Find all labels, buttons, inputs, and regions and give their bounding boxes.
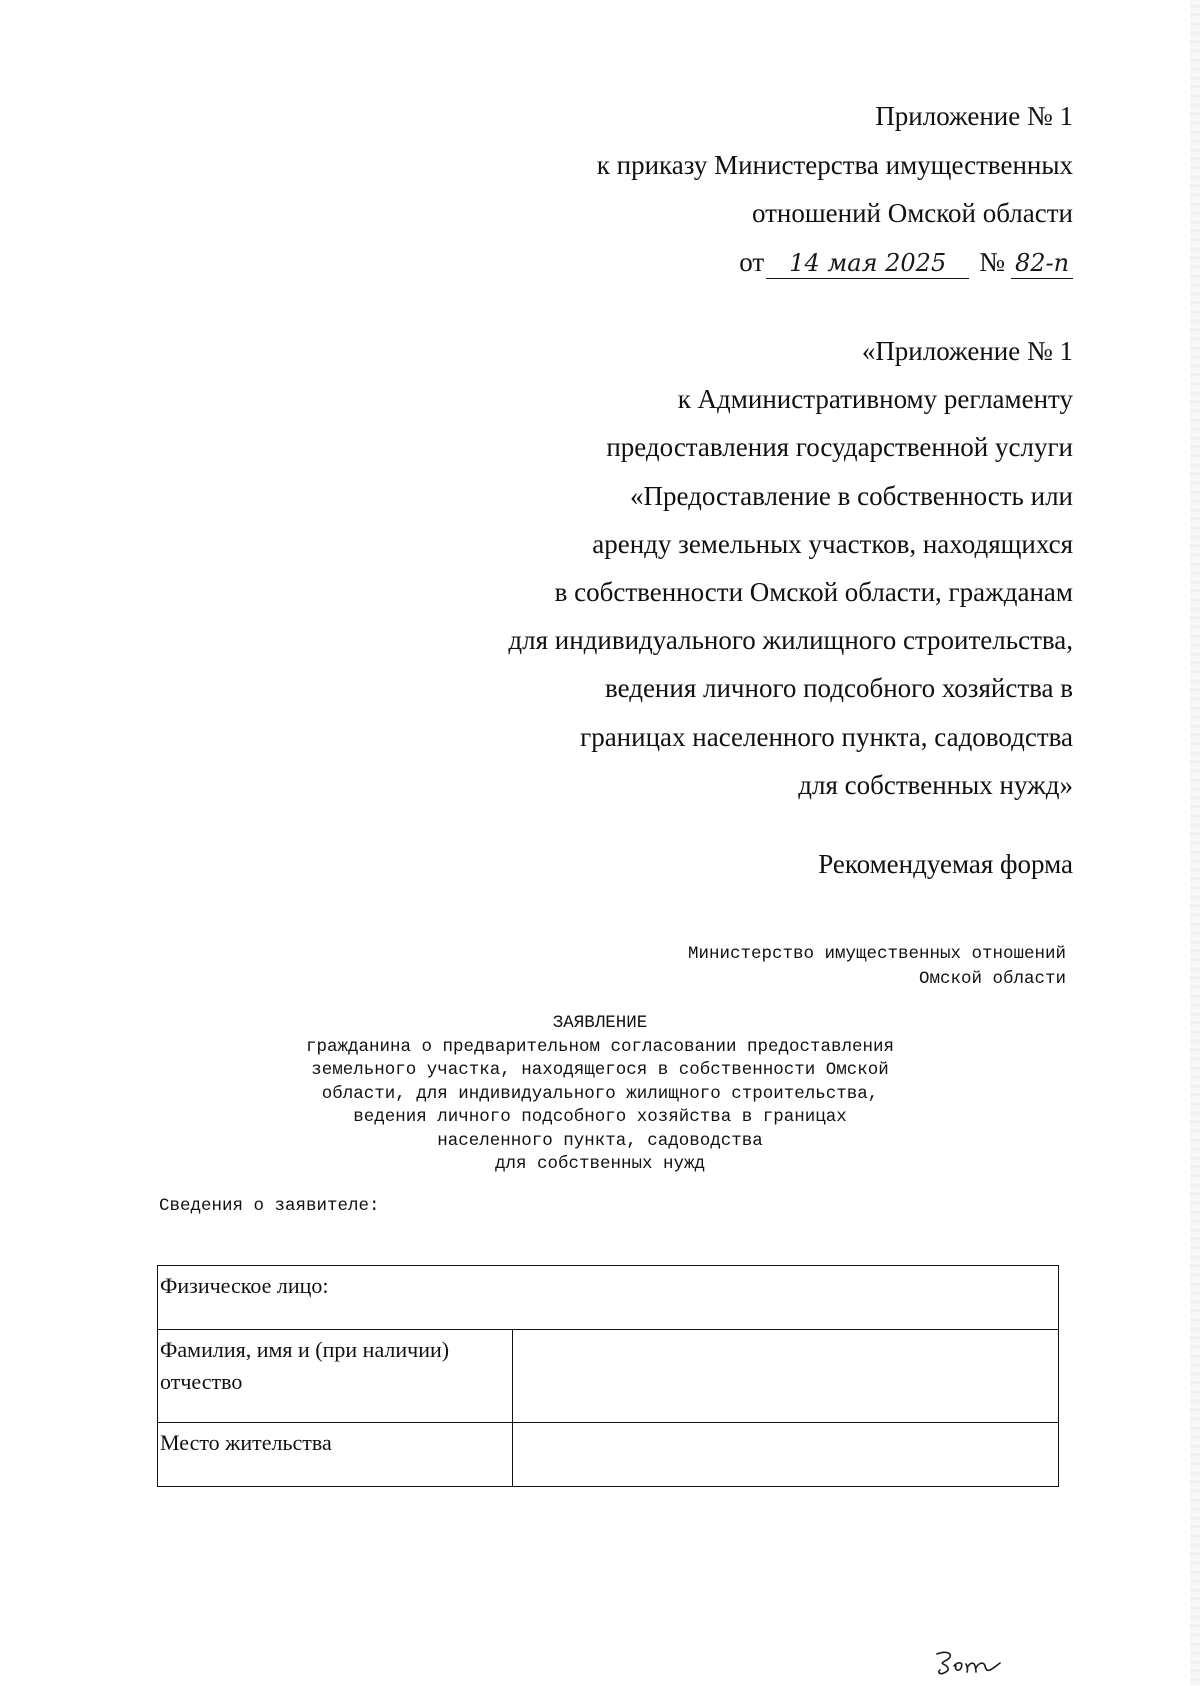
applicant-info-heading: Сведения о заявителе: <box>159 1196 380 1216</box>
statement-line: населенного пункта, садоводства <box>437 1130 763 1151</box>
number-prefix: № <box>979 246 1005 277</box>
handwritten-number: 82-п <box>1011 248 1073 279</box>
regulation-line: ведения личного подсобного хозяйства в <box>604 673 1073 704</box>
order-line-1: к приказу Министерства имущественных <box>596 149 1073 180</box>
statement-line: области, для индивидуального жилищного строительства, <box>321 1083 879 1104</box>
regulation-line: в собственности Омской области, гражданам <box>554 576 1073 607</box>
regulation-line: для индивидуального жилищного строительства, <box>508 625 1073 656</box>
statement-title: ЗАЯВЛЕНИЕ <box>552 1013 648 1033</box>
appendix-header <box>373 92 1073 286</box>
regulation-line: для собственных нужд» <box>798 769 1073 800</box>
regulation-line: аренду земельных участков, находящихся <box>592 528 1073 559</box>
handwritten-signature <box>934 1648 1004 1676</box>
full-name-label: Фамилия, имя и (при наличии) отчество <box>158 1330 513 1423</box>
order-line-2: отношений Омской области <box>751 198 1073 228</box>
residence-label: Место жительства <box>158 1423 513 1487</box>
regulation-line: предоставления государственной услуги <box>606 432 1073 463</box>
full-name-field[interactable] <box>513 1330 1059 1423</box>
table-row <box>158 1330 1059 1423</box>
regulation-line: «Предоставление в собственность или <box>630 480 1073 511</box>
residence-field[interactable] <box>513 1423 1059 1487</box>
order-date-line <box>373 238 1073 287</box>
statement-line: гражданина о предварительном согласовании предоставления <box>305 1036 895 1057</box>
date-prefix: от <box>739 246 765 277</box>
recipient-line-2: Омской области <box>918 969 1066 989</box>
appendix-title: Приложение № 1 <box>875 101 1073 131</box>
recommended-form-label: Рекомендуемая форма <box>818 849 1073 879</box>
statement-line: ведения личного подсобного хозяйства в границах <box>353 1107 847 1127</box>
regulation-line: к Административному регламенту <box>677 384 1073 415</box>
regulation-appendix <box>273 327 1073 809</box>
applicant-table <box>157 1265 1059 1487</box>
recipient-line-1: Министерство имущественных отношений <box>687 944 1066 964</box>
statement-heading <box>150 1012 1050 1177</box>
statement-line: земельного участка, находящегося в собственности Омской <box>311 1060 889 1080</box>
regulation-line: границах населенного пункта, садоводства <box>580 721 1073 752</box>
statement-line: для собственных нужд <box>494 1154 706 1174</box>
scan-edge <box>1190 0 1200 1686</box>
individual-section-label: Физическое лицо: <box>158 1266 1059 1330</box>
table-row <box>158 1423 1059 1487</box>
table-row <box>158 1266 1059 1330</box>
regulation-line: «Приложение № 1 <box>861 336 1073 366</box>
recipient-block <box>688 942 1066 992</box>
handwritten-date: 14 мая 2025 <box>766 248 969 279</box>
